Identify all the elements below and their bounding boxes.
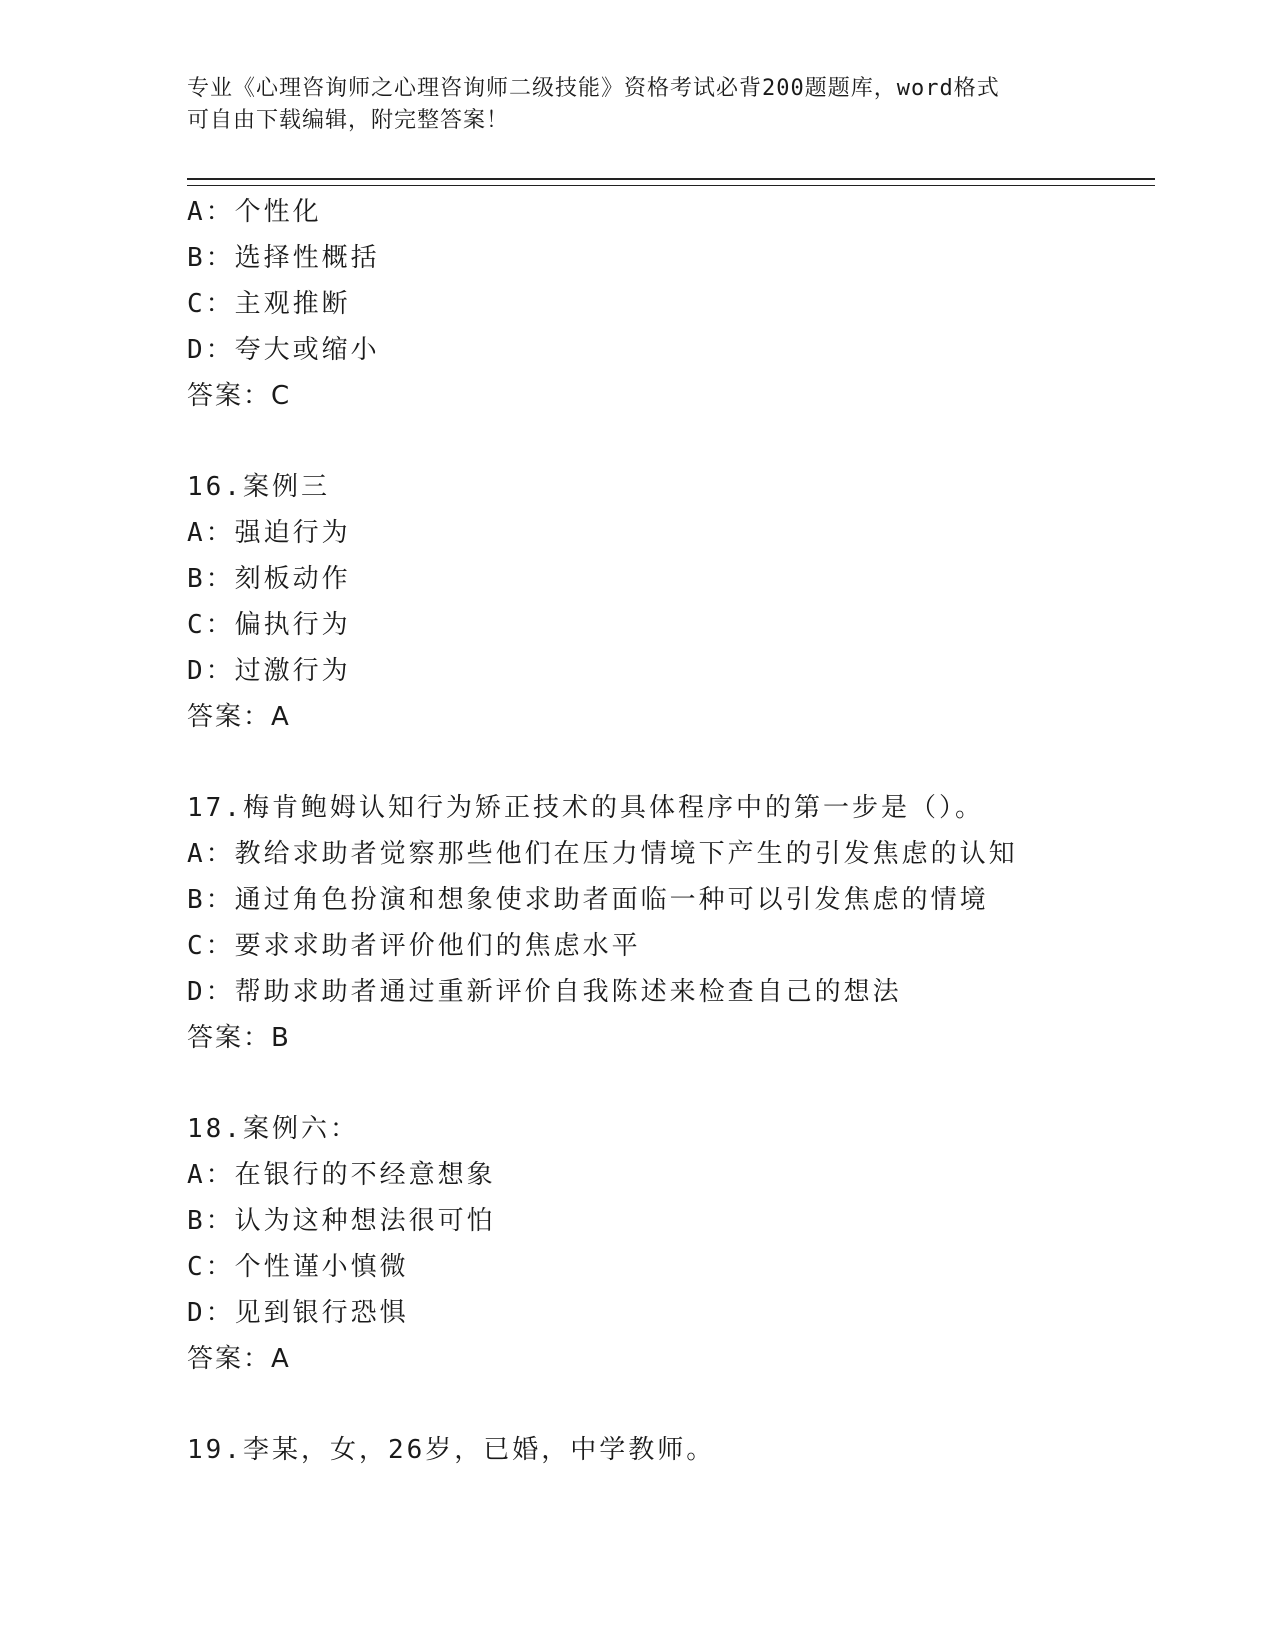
option-a: A：在银行的不经意想象: [187, 1160, 496, 1190]
spacer: [187, 419, 1147, 464]
question-block: [187, 785, 1147, 1061]
spacer: [187, 1061, 1147, 1106]
option-a: A：教给求助者觉察那些他们在压力情境下产生的引发焦虑的认知: [187, 839, 1018, 869]
option-b: B：刻板动作: [187, 564, 351, 594]
option-a: A：个性化: [187, 197, 322, 227]
question-block: [187, 464, 1147, 740]
document-header: [187, 73, 1087, 137]
answer-line: 答案：A: [187, 702, 291, 732]
option-b: B：认为这种想法很可怕: [187, 1206, 496, 1236]
question-stem: 19.李某，女，26岁，已婚，中学教师。: [187, 1435, 716, 1465]
option-c: C：个性谨小慎微: [187, 1252, 409, 1282]
option-d: D：帮助求助者通过重新评价自我陈述来检查自己的想法: [187, 977, 902, 1007]
option-d: D：见到银行恐惧: [187, 1298, 409, 1328]
option-b: B：选择性概括: [187, 243, 380, 273]
question-block: [187, 1427, 1147, 1473]
question-block: [187, 189, 1147, 419]
question-stem: 17.梅肯鲍姆认知行为矫正技术的具体程序中的第一步是（）。: [187, 793, 984, 823]
answer-line: 答案：B: [187, 1023, 291, 1053]
option-c: C：偏执行为: [187, 610, 351, 640]
option-c: C：主观推断: [187, 289, 351, 319]
question-list: [187, 189, 1147, 1473]
header-line-2: 可自由下载编辑，附完整答案！: [187, 108, 510, 133]
header-line-1: 专业《心理咨询师之心理咨询师二级技能》资格考试必背200题题库，word格式: [187, 76, 1000, 101]
option-b: B：通过角色扮演和想象使求助者面临一种可以引发焦虑的情境: [187, 885, 989, 915]
question-stem: 16.案例三: [187, 472, 330, 502]
option-c: C：要求求助者评价他们的焦虑水平: [187, 931, 641, 961]
spacer: [187, 1382, 1147, 1427]
answer-line: 答案：C: [187, 381, 292, 411]
spacer: [187, 740, 1147, 785]
option-d: D：夸大或缩小: [187, 335, 380, 365]
question-stem: 18.案例六：: [187, 1114, 359, 1144]
header-divider: [187, 178, 1155, 186]
question-block: [187, 1106, 1147, 1382]
answer-line: 答案：A: [187, 1344, 291, 1374]
option-d: D：过激行为: [187, 656, 351, 686]
option-a: A：强迫行为: [187, 518, 351, 548]
